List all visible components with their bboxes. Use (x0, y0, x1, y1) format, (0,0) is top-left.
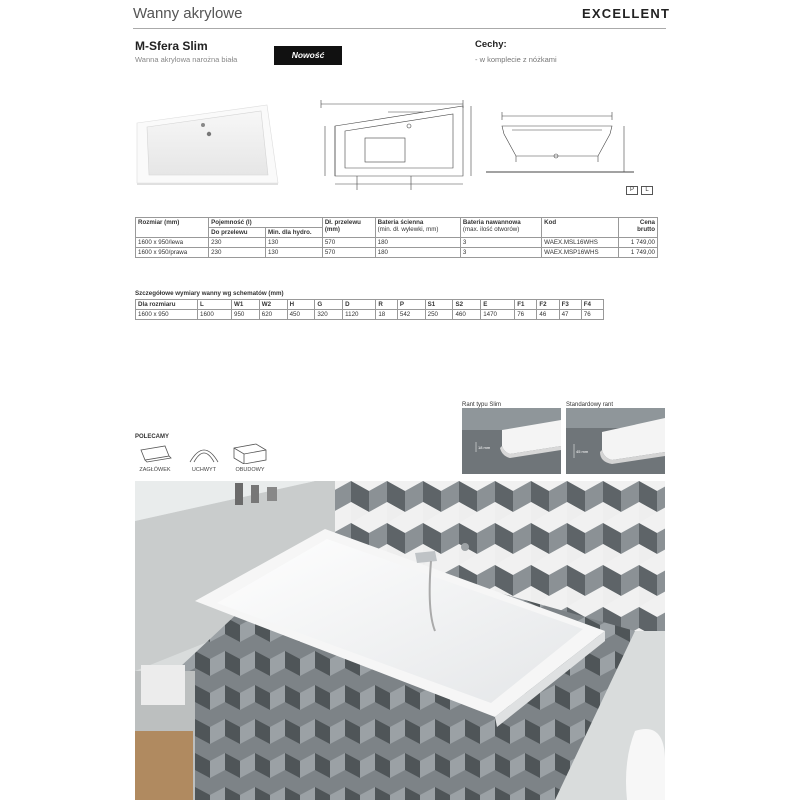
panel-label: OBUDOWY (235, 467, 265, 473)
standard-rim-measure: 45 mm (576, 449, 589, 454)
dims-cell: 18 (376, 310, 398, 320)
dims-cell: 320 (315, 310, 343, 320)
rim-tap-title: Bateria nawannowa (462, 219, 521, 226)
dims-header-cell: E (481, 300, 515, 310)
col-header-price: Cena brutto (619, 218, 658, 238)
table-row (136, 238, 658, 248)
side-view-diagram (486, 110, 634, 184)
dims-header-cell: R (376, 300, 398, 310)
dims-header-cell: G (315, 300, 343, 310)
headrest-label: ZAGŁÓWEK (139, 467, 171, 473)
recommended-title: POLECAMY (135, 434, 170, 440)
col-header-capacity: Pojemność (l) (209, 218, 323, 228)
feature-item: - w komplecie z nóżkami (475, 55, 557, 64)
cell-overflow-length: 570 (322, 238, 375, 248)
dims-header-cell: W2 (259, 300, 287, 310)
handle-label: UCHWYT (191, 467, 217, 473)
cell-code: WAEX.MSL16WHS (542, 238, 619, 248)
col-header-rim-tap (460, 218, 541, 238)
dims-header-cell: S2 (453, 300, 481, 310)
col-header-to-overflow: Do przelewu (209, 228, 266, 238)
dims-header-cell: L (198, 300, 232, 310)
dims-cell: 950 (232, 310, 260, 320)
dims-cell: 46 (537, 310, 559, 320)
table-row (136, 248, 658, 258)
dims-cell: 76 (581, 310, 603, 320)
cell-overflow-length: 570 (322, 248, 375, 258)
standard-rim-label: Standardowy rant (566, 402, 614, 408)
cell-code: WAEX.MSP16WHS (542, 248, 619, 258)
bathroom-scene-photo (135, 481, 665, 800)
cell-size: 1600 x 950/lewa (136, 238, 209, 248)
catalog-section-title: Wanny akrylowe (133, 5, 243, 22)
dims-header-cell: Dla rozmiaru (136, 300, 198, 310)
dims-cell: 250 (425, 310, 453, 320)
dims-header-cell: P (397, 300, 425, 310)
col-header-overflow-length: Dł. przelewu (mm) (322, 218, 375, 238)
dims-cell: 1120 (343, 310, 376, 320)
cell-price: 1 749,00 (619, 238, 658, 248)
bathtub-photo (135, 103, 280, 185)
dims-cell: 542 (397, 310, 425, 320)
slim-rim-measure: 18 mm (478, 445, 491, 450)
handle-icon (184, 442, 224, 464)
wall-tap-title: Bateria ścienna (377, 219, 424, 226)
dims-header-cell: W1 (232, 300, 260, 310)
orientation-right-box: P (626, 186, 638, 195)
table-row (136, 310, 604, 320)
rim-tap-subtitle: (max. ilość otworów) (462, 226, 520, 233)
dims-cell: 76 (515, 310, 537, 320)
dims-header-cell: D (343, 300, 376, 310)
dims-header-cell: F3 (559, 300, 581, 310)
dims-table (135, 299, 604, 320)
cell-rim-tap: 3 (460, 238, 541, 248)
dims-cell: 1470 (481, 310, 515, 320)
cell-size: 1600 x 950/prawa (136, 248, 209, 258)
dims-header-row (136, 300, 604, 310)
cell-min-hydro: 130 (265, 238, 322, 248)
dims-header-cell: H (287, 300, 315, 310)
slim-rim-photo (462, 408, 561, 474)
col-header-code: Kod (542, 218, 619, 238)
dims-cell: 1600 x 950 (136, 310, 198, 320)
dims-cell: 450 (287, 310, 315, 320)
wall-tap-subtitle: (min. dł. wylewki, mm) (377, 226, 439, 233)
brand-logo: EXCELLENT (582, 6, 671, 21)
dims-cell: 47 (559, 310, 581, 320)
cell-rim-tap: 3 (460, 248, 541, 258)
cell-min-hydro: 130 (265, 248, 322, 258)
headrest-icon (135, 442, 175, 464)
col-header-size: Rozmiar (mm) (136, 218, 209, 238)
cell-wall-tap: 180 (375, 248, 460, 258)
dims-header-cell: F2 (537, 300, 559, 310)
cell-wall-tap: 180 (375, 238, 460, 248)
cell-to-overflow: 230 (209, 238, 266, 248)
dims-cell: 620 (259, 310, 287, 320)
dims-header-cell: F4 (581, 300, 603, 310)
product-subtitle: Wanna akrylowa narożna biała (135, 55, 238, 64)
slim-rim-label: Rant typu Slim (462, 402, 502, 408)
cell-to-overflow: 230 (209, 248, 266, 258)
dims-table-title: Szczegółowe wymiary wanny wg schematów (mm) (135, 290, 284, 297)
product-name: M-Sfera Slim (135, 39, 208, 53)
col-header-wall-tap (375, 218, 460, 238)
standard-rim-photo (566, 408, 665, 474)
header-divider (133, 28, 666, 29)
new-badge: Nowość (274, 46, 342, 65)
dims-cell: 460 (453, 310, 481, 320)
page-header (0, 0, 800, 34)
features-title: Cechy: (475, 39, 507, 50)
cell-price: 1 749,00 (619, 248, 658, 258)
panel-icon (230, 442, 270, 464)
dims-header-cell: F1 (515, 300, 537, 310)
orientation-left-box: L (641, 186, 653, 195)
spec-table (135, 217, 658, 258)
top-view-diagram (313, 96, 478, 196)
dims-header-cell: S1 (425, 300, 453, 310)
dims-cell: 1600 (198, 310, 232, 320)
col-header-min-hydro: Min. dla hydro. (265, 228, 322, 238)
